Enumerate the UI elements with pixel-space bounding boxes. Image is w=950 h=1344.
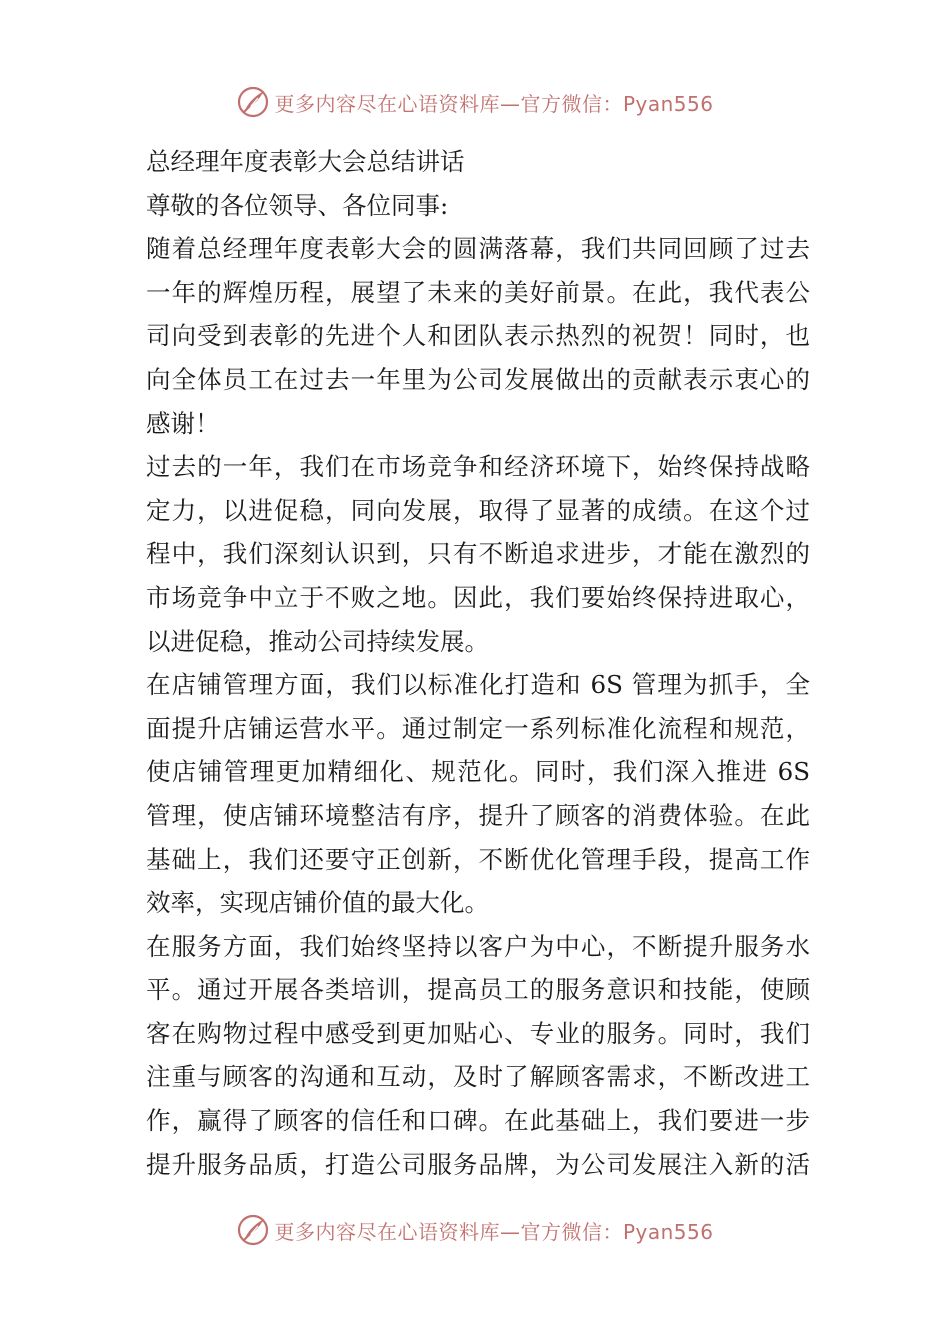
- text-line: 在店铺管理方面，我们以标准化打造和 6S 管理为抓手，全: [146, 670, 810, 700]
- text-line: 程中，我们深刻认识到，只有不断追求进步，才能在激烈的: [146, 539, 810, 569]
- text-line: 过去的一年，我们在市场竞争和经济环境下，始终保持战略: [146, 452, 810, 482]
- text-line: 司向受到表彰的先进个人和团队表示热烈的祝贺！同时，也: [146, 321, 810, 351]
- text-line: 面提升店铺运营水平。通过制定一系列标准化流程和规范，: [146, 713, 810, 743]
- footer-banner: [0, 1210, 950, 1250]
- text-line: 客在购物过程中感受到更加贴心、专业的服务。同时，我们: [146, 1018, 810, 1048]
- document-body: [146, 140, 810, 1186]
- text-line: 注重与顾客的沟通和互动，及时了解顾客需求，不断改进工: [146, 1062, 810, 1092]
- text-line: 管理，使店铺环境整洁有序，提升了顾客的消费体验。在此: [146, 800, 810, 830]
- text-line: 随着总经理年度表彰大会的圆满落幕，我们共同回顾了过去: [146, 234, 810, 264]
- text-line: 作，赢得了顾客的信任和口碑。在此基础上，我们要进一步: [146, 1106, 810, 1136]
- text-line: 向全体员工在过去一年里为公司发展做出的贡献表示衷心的: [146, 364, 810, 394]
- salutation: 尊敬的各位领导、各位同事:: [146, 190, 449, 220]
- text-line: 市场竞争中立于不败之地。因此，我们要始终保持进取心，: [146, 582, 810, 612]
- text-line: 定力，以进促稳，同向发展，取得了显著的成绩。在这个过: [146, 495, 810, 525]
- text-line: 提升服务品质，打造公司服务品牌，为公司发展注入新的活: [146, 1149, 810, 1179]
- text-line: 使店铺管理更加精细化、规范化。同时，我们深入推进 6S: [146, 757, 810, 787]
- feather-pen-icon: [236, 85, 270, 119]
- text-line: 在服务方面，我们始终坚持以客户为中心，不断提升服务水: [146, 931, 810, 961]
- text-line: 以进促稳，推动公司持续发展。: [146, 626, 489, 656]
- text-line: 一年的辉煌历程，展望了未来的美好前景。在此，我代表公: [146, 277, 810, 307]
- document-title: 总经理年度表彰大会总结讲话: [146, 147, 465, 176]
- text-line: 效率，实现店铺价值的最大化。: [146, 888, 489, 918]
- text-line: 平。通过开展各类培训，提高员工的服务意识和技能，使顾: [146, 975, 810, 1005]
- text-line: 感谢！: [146, 408, 220, 438]
- banner-text: 更多内容尽在心语资料库—官方微信：Pyan556: [274, 91, 714, 116]
- header-banner: [0, 82, 950, 122]
- text-line: 基础上，我们还要守正创新，不断优化管理手段，提高工作: [146, 844, 810, 874]
- banner-text: 更多内容尽在心语资料库—官方微信：Pyan556: [274, 1219, 714, 1244]
- feather-pen-icon: [236, 1213, 270, 1247]
